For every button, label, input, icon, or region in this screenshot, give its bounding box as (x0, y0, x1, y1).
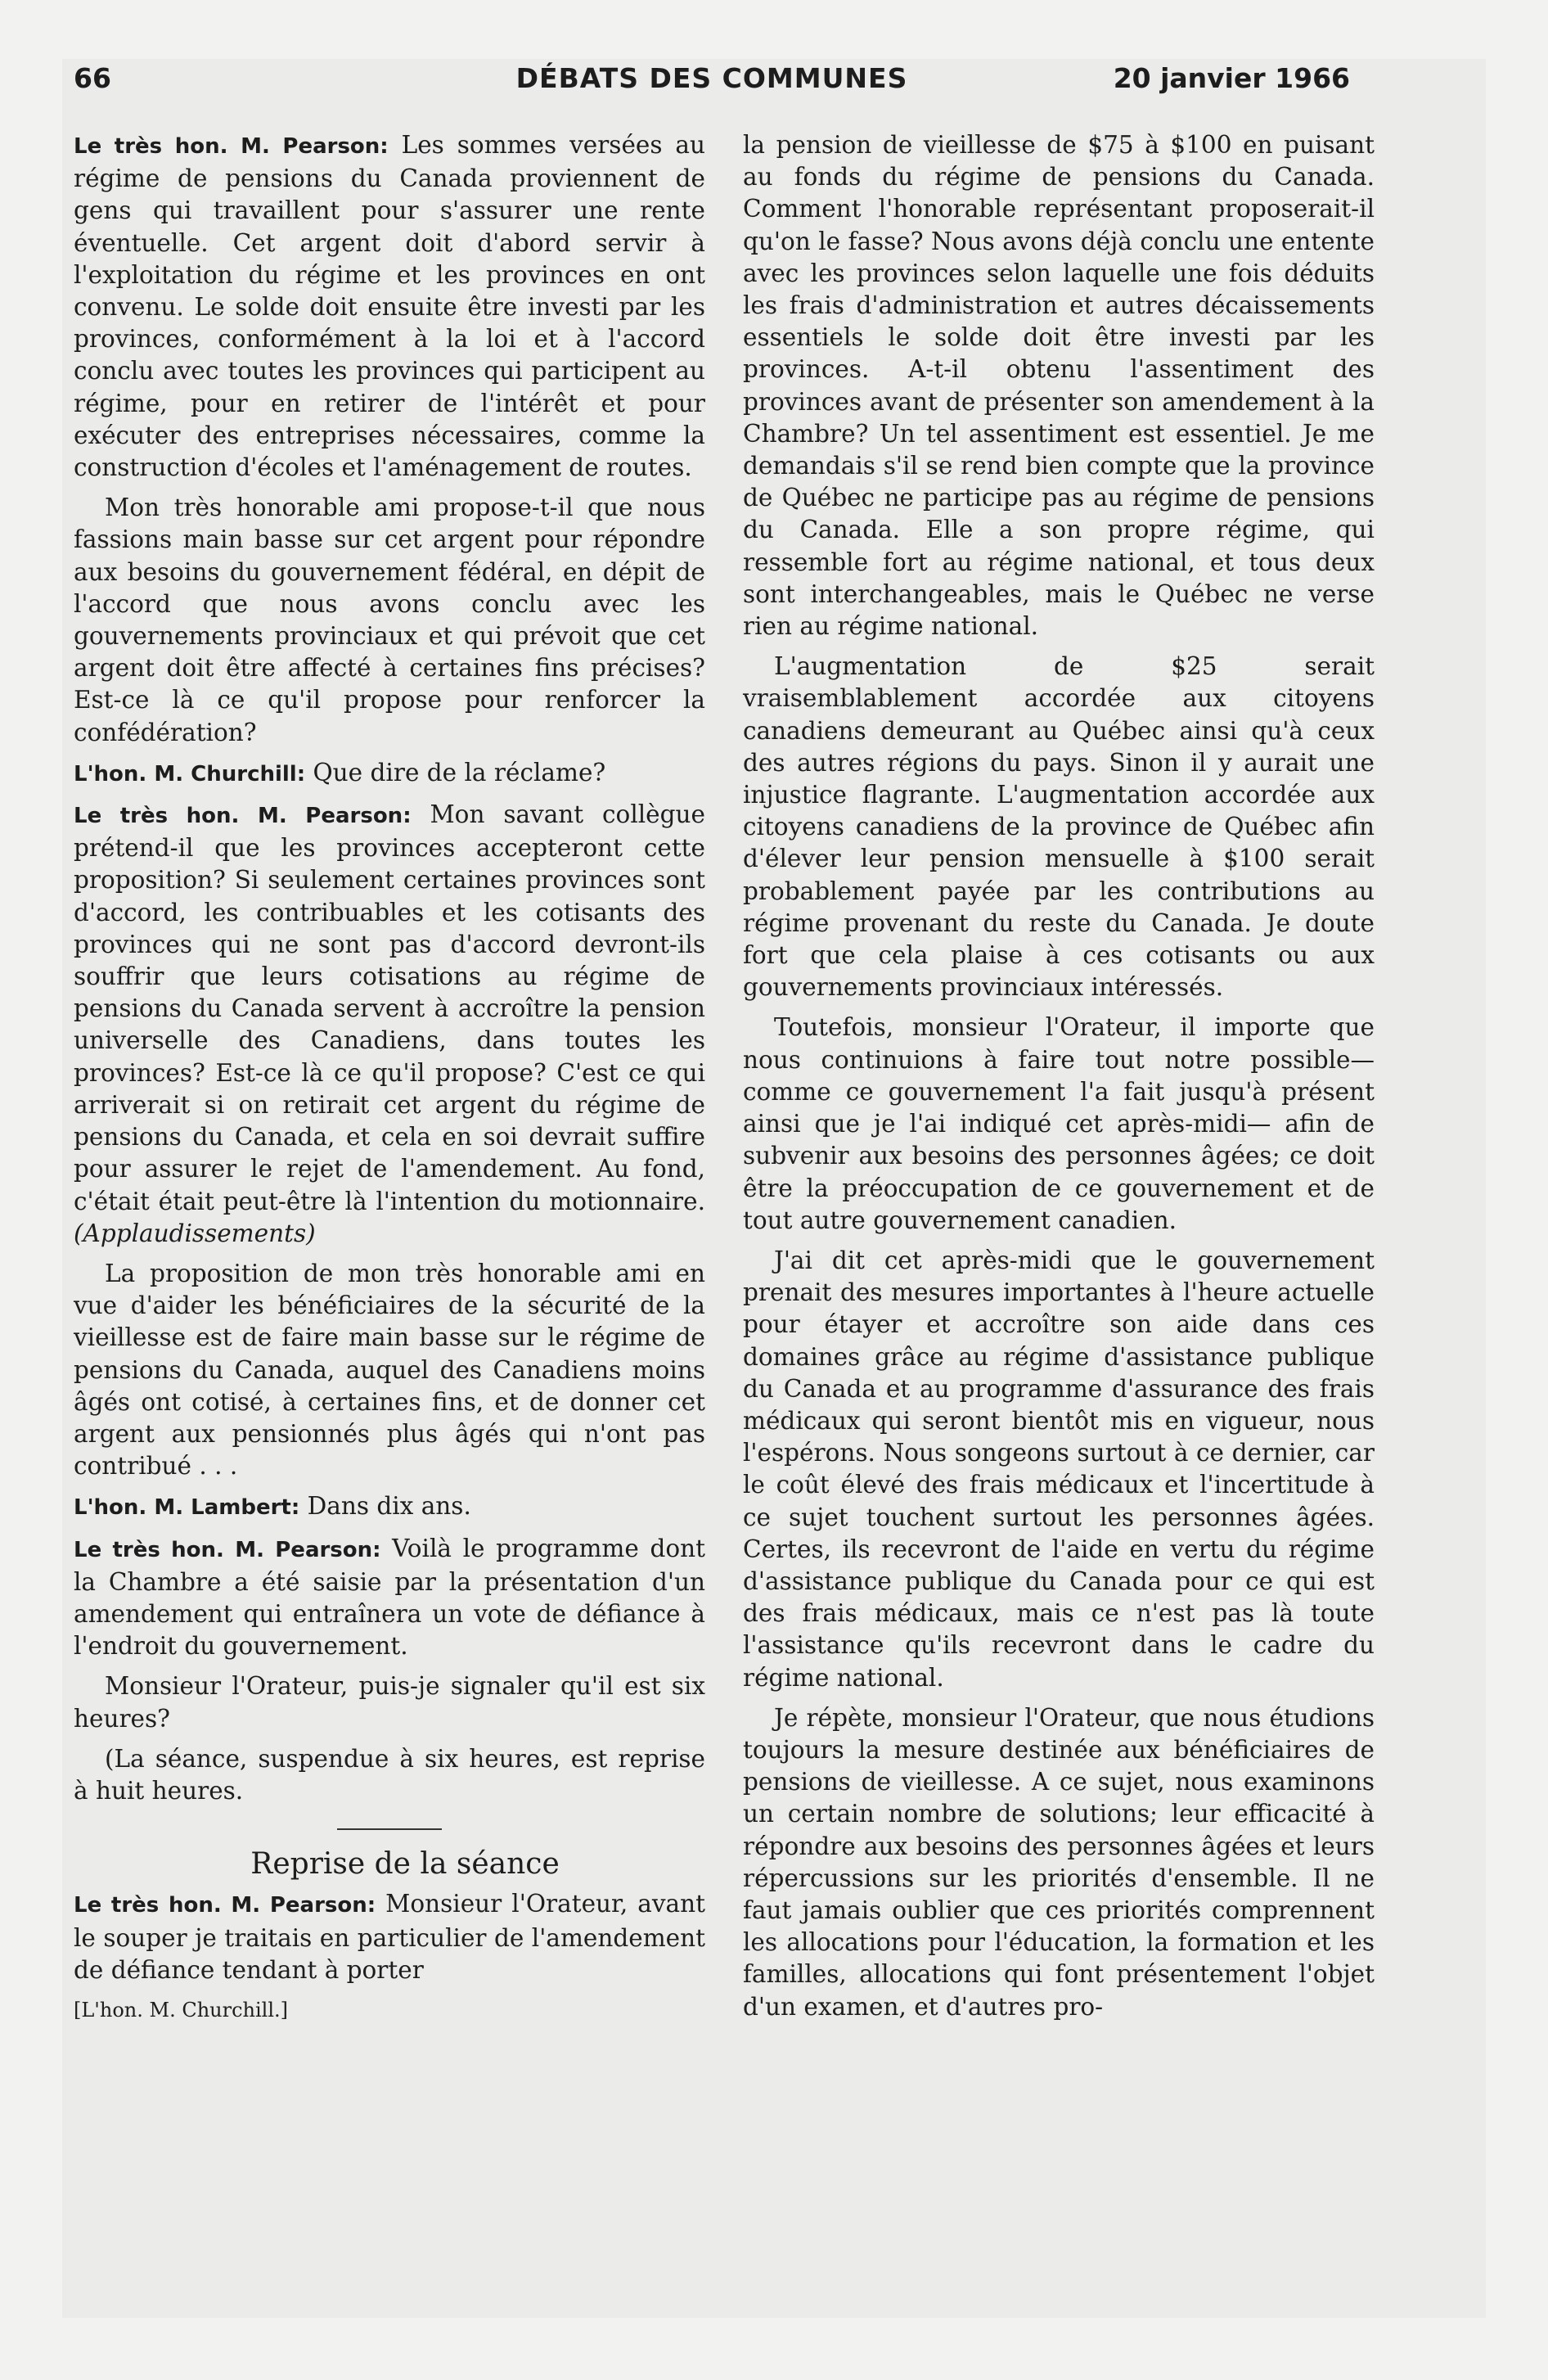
page-header (74, 62, 1350, 98)
paragraph: Mon très honorable ami propose-t-il que nous fassions main basse sur cet argent pour répondre aux besoins du gouvernement fédéral, en dépit de l'accord que nous avons conclu avec les gouvernements provinciaux et qui prévoit que cet argent doit être affecté à certaines fins précises? Est-ce là ce qu'il propose pour renforcer la confédération? (74, 494, 705, 746)
paragraph: la pension de vieillesse de $75 à $100 en puisant au fonds du régime de pensions du Canada. Comment l'honorable représentant proposerait-il qu'on le fasse? Nous avons déjà conclu une entente avec les provinces selon laquelle une fois déduits les frais d'administration et autres décaissements essentiels le solde doit être investi par les provinces. A-t-il obtenu l'assentiment des provinces avant de présenter son amendement à la Chambre? Un tel assentiment est essentiel. Je me demandais s'il se rend bien compte que la province de Québec ne participe pas au régime de pensions du Canada. Elle a son propre régime, qui ressemble fort au régime national, et tous deux sont interchangeables, mais le Québec ne verse rien au régime national. (743, 131, 1375, 641)
speaker-label: Le très hon. M. Pearson: (74, 1537, 381, 1562)
paragraph: L'augmentation de $25 serait vraisemblablement accordée aux citoyens canadiens demeurant au Québec ainsi qu'à ceux des autres régions du pays. Sinon il y aurait une injustice flagrante. L'augmentation accordée aux citoyens canadiens de la province de Québec afin d'élever leur pension mensuelle à $100 serait probablement payée par les contributions au régime provenant du reste du Canada. Je doute fort que cela plaise à ces cotisants ou aux gouvernements provinciaux intéressés. (743, 652, 1375, 1002)
speaker-label: Le très hon. M. Pearson: (74, 1893, 376, 1918)
speech-text: Que dire de la réclame? (305, 758, 606, 787)
left-column (74, 129, 705, 2035)
paragraph (74, 757, 705, 791)
speaker-label: Le très hon. M. Pearson: (74, 804, 412, 829)
page-title: DÉBATS DES COMMUNES (515, 62, 908, 94)
section-divider (337, 1828, 442, 1830)
paragraph (74, 1888, 705, 1986)
page-date: 20 janvier 1966 (1113, 62, 1350, 94)
paragraph (74, 1490, 705, 1524)
speech-text: Monsieur l'Orateur, avant le souper je traitais en particulier de l'amendement de défiance tendant à porter (74, 1890, 705, 1984)
speech-text: Dans dix ans. (299, 1492, 471, 1521)
paragraph: Toutefois, monsieur l'Orateur, il importe que nous continuions à faire tout notre possible— comme ce gouvernement l'a fait jusqu'à présent ainsi que je l'ai indiqué cet après-midi— afin de subvenir aux besoins des personnes âgées; ce doit être la préoccupation de ce gouvernement et de tout autre gouvernement canadien. (743, 1013, 1375, 1234)
right-column (743, 129, 1375, 2031)
section-title: Reprise de la séance (250, 1847, 560, 1882)
speaker-label: L'hon. M. Churchill: (74, 761, 306, 787)
paragraph: Je répète, monsieur l'Orateur, que nous étudions toujours la mesure destinée aux bénéficiaires de pensions de vieillesse. A ce sujet, nous examinons un certain nombre de solutions; leur efficacité à répondre aux besoins des personnes âgées et leurs répercussions sur les priorités d'ensemble. Il ne faut jamais oublier que ces priorités comprennent les allocations pour l'éducation, la formation et les familles, allocations qui font présentement l'objet d'un examen, et d'autres pro- (743, 1703, 1375, 2021)
paragraph (74, 799, 705, 1250)
paragraph (74, 1533, 705, 1663)
paragraph: (La séance, suspendue à six heures, est reprise à huit heures. (74, 1744, 705, 1805)
page-number: 66 (74, 62, 111, 94)
paragraph: J'ai dit cet après-midi que le gouvernement prenait des mesures importantes à l'heure actuelle pour étayer et accroître son aide dans ces domaines grâce au régime d'assistance publique du Canada et au programme d'assurance des frais médicaux qui seront bientôt mis en vigueur, nous l'espérons. Nous songeons surtout à ce dernier, car le coût élevé des frais médicaux et l'incertitude à ce sujet touchent surtout les personnes âgées. Certes, ils recevront de l'aide en vertu du régime d'assistance publique du Canada pour ce qui est des frais médicaux, mais ce n'est pas là toute l'assistance qu'ils recevront dans le cadre du régime national. (743, 1246, 1375, 1692)
speech-text: Les sommes versées au régime de pensions du Canada proviennent de gens qui travaillent pour s'assurer une rente éventuelle. Cet argent doit d'abord servir à l'exploitation du régime et les provinces en ont convenu. Le solde doit ensuite être investi par les provinces, conformément à la loi et à l'accord conclu avec toutes les provinces qui participent au régime, pour en retirer de l'intérêt et pour exécuter des entreprises nécessaires, comme la construction d'écoles et l'aménagement de routes. (74, 131, 705, 482)
paragraph (74, 129, 705, 484)
speaker-label: Le très hon. M. Pearson: (74, 134, 389, 159)
speech-text: Voilà le programme dont la Chambre a été saisie par la présentation d'un amendement qui entraînera un vote de défiance à l'endroit du gouvernement. (74, 1534, 705, 1661)
applause-note: (Applaudissements) (74, 1219, 316, 1247)
paragraph: La proposition de mon très honorable ami en vue d'aider les bénéficiaires de la sécurité de la vieillesse est de faire main basse sur le régime de pensions du Canada, auquel des Canadiens moins âgés ont cotisé, à certaines fins, et de donner cet argent aux pensionnés plus âgés qui n'ont pas contribué . . . (74, 1259, 705, 1481)
footer-note: [L'hon. M. Churchill.] (74, 1998, 289, 2022)
speech-text: Mon savant collègue prétend-il que les provinces accepteront cette proposition? Si seulement certaines provinces sont d'accord, les contribuables et les cotisants des provinces qui ne sont pas d'accord devront-ils souffrir que leurs cotisations au régime de pensions du Canada servent à accroître la pension universelle des Canadiens, dans toutes les provinces? Est-ce là ce qu'il propose? C'est ce qui arriverait si on retirait cet argent du régime de pensions du Canada, et cela en soi devrait suffire pour assurer le rejet de l'amendement. Au fond, c'était était peut-être là l'intention du motionnaire. (74, 800, 705, 1215)
paragraph: Monsieur l'Orateur, puis-je signaler qu'il est six heures? (74, 1672, 705, 1733)
speaker-label: L'hon. M. Lambert: (74, 1495, 300, 1521)
